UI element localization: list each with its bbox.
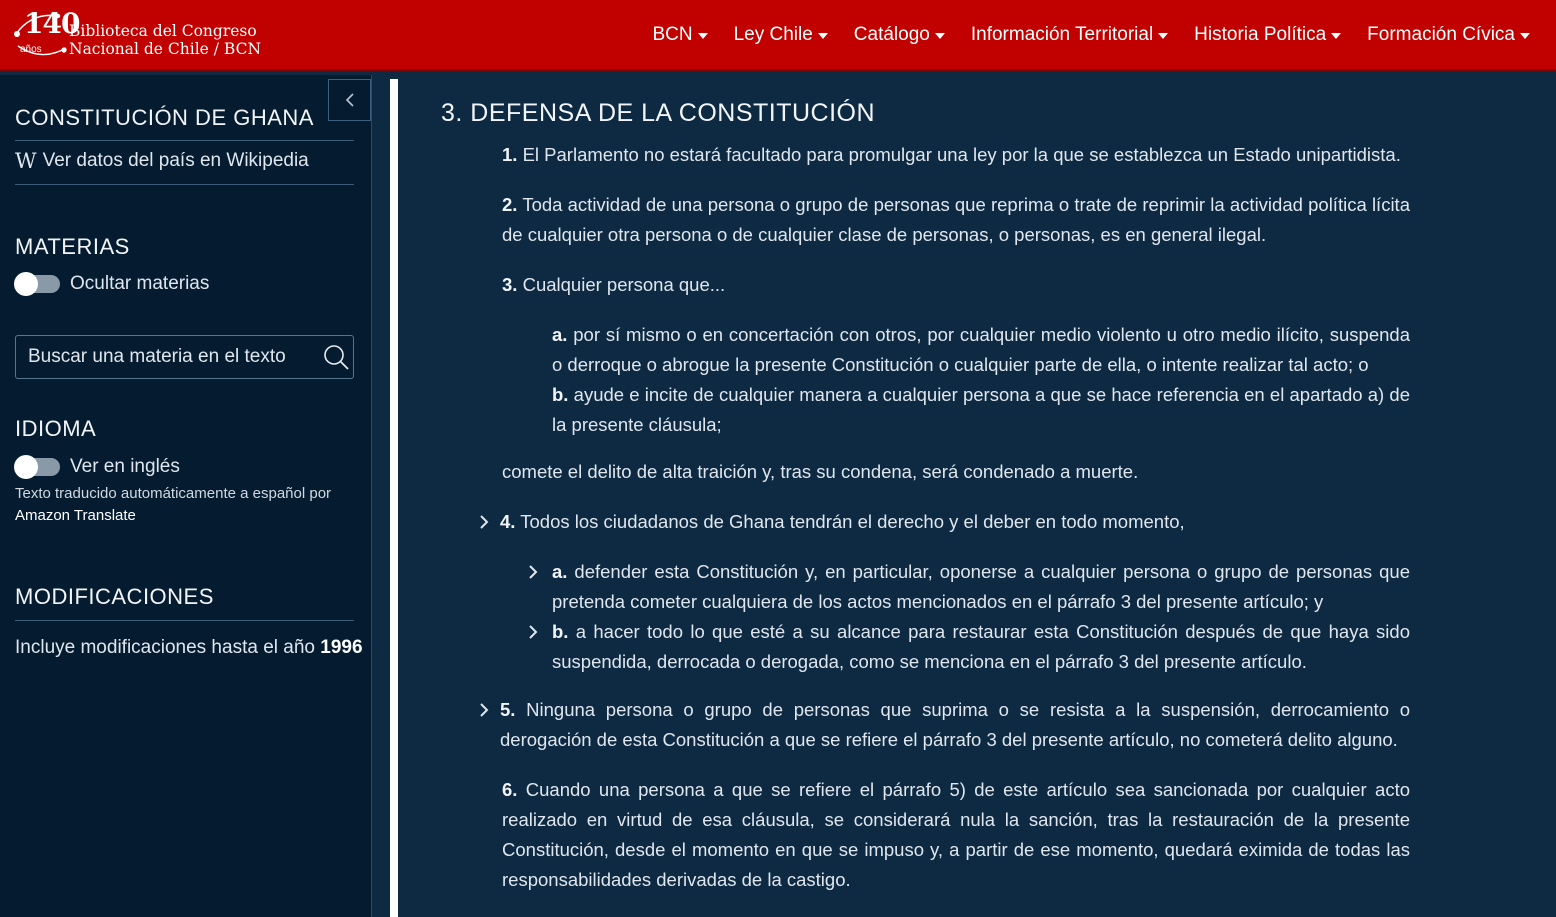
english-toggle[interactable]	[15, 458, 60, 476]
chevron-right-icon[interactable]	[478, 702, 490, 718]
nav-ley-chile[interactable]	[734, 22, 828, 48]
search-icon[interactable]	[321, 342, 351, 372]
paragraph-text: Cuando una persona a que se refiere el párrafo 5) de este artículo sea sancionada por cualquier acto realizado en virtud de esa cláusula, se considerará nula la sanción, tras la restauración de la presente Constitución, desde el momento en que se impuso y, a partir de ese momento, quedará eximida de todas las responsabilidades derivadas de la castigo.	[502, 779, 1411, 890]
paragraph-5	[500, 695, 1410, 755]
english-toggle-row	[15, 456, 180, 478]
paragraph-number: 5.	[500, 699, 516, 720]
chevron-left-icon	[344, 92, 356, 108]
caret-down-icon	[935, 33, 945, 39]
main-nav	[626, 22, 1530, 48]
materia-search-box	[15, 335, 354, 379]
nav-bcn[interactable]	[652, 22, 707, 48]
english-toggle-label: Ver en inglés	[70, 456, 180, 477]
divider	[15, 620, 354, 621]
bcn-logo[interactable]	[12, 6, 262, 62]
chevron-right-icon[interactable]	[527, 564, 539, 580]
translation-note-text: Texto traducido automáticamente a español por	[15, 485, 332, 502]
nav-bcn-label: BCN	[652, 24, 693, 45]
nav-informacion-territorial-label: Información Territorial	[970, 24, 1154, 45]
caret-down-icon	[698, 33, 708, 39]
constitution-title: CONSTITUCIÓN DE GHANA	[15, 105, 314, 130]
modifications-label: Incluye modificaciones hasta el año	[15, 637, 315, 658]
paragraph-text: comete el delito de alta traición y, tras su condena, será condenado a muerte.	[502, 461, 1139, 482]
paragraph-number: 2.	[502, 194, 518, 215]
materias-heading: MATERIAS	[15, 234, 130, 259]
hide-materias-toggle[interactable]	[15, 275, 60, 293]
paragraph-2	[502, 190, 1410, 250]
paragraph-number: 1.	[502, 144, 518, 165]
wikipedia-link[interactable]	[15, 149, 309, 173]
paragraph-number: b.	[552, 384, 569, 405]
divider	[15, 184, 354, 185]
wikipedia-link-label: Ver datos del país en Wikipedia	[42, 150, 309, 171]
paragraph-number: 3.	[502, 274, 518, 295]
paragraph-1	[502, 140, 1410, 170]
logo-line-1: Biblioteca del Congreso	[69, 22, 257, 40]
paragraph-text: Cualquier persona que...	[522, 274, 726, 295]
paragraph-4b	[552, 617, 1410, 677]
paragraph-text: a hacer todo lo que esté a su alcance para restaurar esta Constitución después de que haya sido suspendida, derrocada o derogada, como se menciona en el párrafo 3 del presente artículo.	[552, 621, 1410, 672]
paragraph-6	[502, 775, 1410, 895]
materia-search-input[interactable]	[16, 336, 316, 378]
collapse-sidebar-button[interactable]	[328, 79, 371, 121]
nav-formacion-civica-label: Formación Cívica	[1367, 24, 1515, 45]
modifications-text	[15, 637, 363, 659]
paragraph-text: defender esta Constitución y, en particular, oponerse a cualquier persona o grupo de personas que pretenda cometer cualquiera de los actos mencionados en el párrafo 3 del presente artículo; y	[552, 561, 1410, 612]
paragraph-text: Todos los ciudadanos de Ghana tendrán el derecho y el deber en todo momento,	[520, 511, 1185, 532]
chevron-right-icon[interactable]	[478, 514, 490, 530]
content-left-border	[390, 79, 398, 917]
logo-years: años	[20, 44, 42, 55]
modificaciones-heading: MODIFICACIONES	[15, 584, 214, 609]
paragraph-3-conclusion	[502, 457, 1410, 487]
sidebar	[0, 75, 372, 917]
divider	[15, 140, 354, 141]
logo-number: 140	[24, 7, 80, 40]
paragraph-4a	[552, 557, 1410, 617]
nav-historia-politica-label: Historia Política	[1194, 24, 1327, 45]
paragraph-number: a.	[552, 561, 568, 582]
main-content	[398, 75, 1556, 917]
chevron-right-icon[interactable]	[527, 624, 539, 640]
caret-down-icon	[1331, 33, 1341, 39]
logo-line-2: Nacional de Chile / BCN	[69, 40, 262, 58]
hide-materias-row	[15, 273, 209, 295]
hide-materias-label: Ocultar materias	[70, 273, 210, 294]
nav-catalogo[interactable]	[854, 22, 945, 48]
caret-down-icon	[818, 33, 828, 39]
paragraph-number: b.	[552, 621, 569, 642]
paragraph-text: por sí mismo o en concertación con otros, por cualquier medio violento u otro medio ilícito, suspenda o derroque o abrogue la presente Constitución o cualquier parte de ella, o intente realizar tal acto; o	[552, 324, 1410, 375]
toggle-knob	[14, 272, 38, 296]
caret-down-icon	[1158, 33, 1168, 39]
paragraph-text: ayude e incite de cualquier manera a cualquier persona a que se hace referencia en el apartado a) de la presente cláusula;	[552, 384, 1410, 435]
idioma-heading: IDIOMA	[15, 416, 97, 441]
modifications-year: 1996	[320, 637, 363, 658]
translation-note	[15, 483, 331, 527]
nav-catalogo-label: Catálogo	[853, 24, 930, 45]
paragraph-text: El Parlamento no estará facultado para promulgar una ley por la que se establezca un Estado unipartidista.	[522, 144, 1401, 165]
top-navbar	[0, 0, 1556, 72]
paragraph-text: Toda actividad de una persona o grupo de personas que reprima o trate de reprimir la actividad política lícita de cualquier otra persona o de cualquier clase de personas, o personas, es en general ilegal.	[502, 194, 1410, 245]
caret-down-icon	[1520, 33, 1530, 39]
paragraph-number: 4.	[500, 511, 516, 532]
paragraph-3b	[552, 380, 1410, 440]
wikipedia-icon: W	[15, 149, 37, 173]
toggle-knob	[14, 455, 38, 479]
section-title: 3. DEFENSA DE LA CONSTITUCIÓN	[441, 99, 876, 127]
paragraph-4	[500, 507, 1408, 537]
nav-ley-chile-label: Ley Chile	[733, 24, 813, 45]
paragraph-3	[502, 270, 1410, 300]
paragraph-3a	[552, 320, 1410, 380]
translation-provider: Amazon Translate	[15, 507, 136, 524]
paragraph-number: 6.	[502, 779, 518, 800]
nav-historia-politica[interactable]	[1194, 22, 1341, 48]
logo-text	[69, 22, 261, 58]
nav-formacion-civica[interactable]	[1367, 22, 1530, 48]
paragraph-text: Ninguna persona o grupo de personas que suprima o se resista a la suspensión, derrocamiento o derogación de esta Constitución a que se refiere el párrafo 3 del presente artículo, no cometerá delito alguno.	[500, 699, 1411, 750]
nav-informacion-territorial[interactable]	[971, 22, 1168, 48]
paragraph-number: a.	[552, 324, 568, 345]
